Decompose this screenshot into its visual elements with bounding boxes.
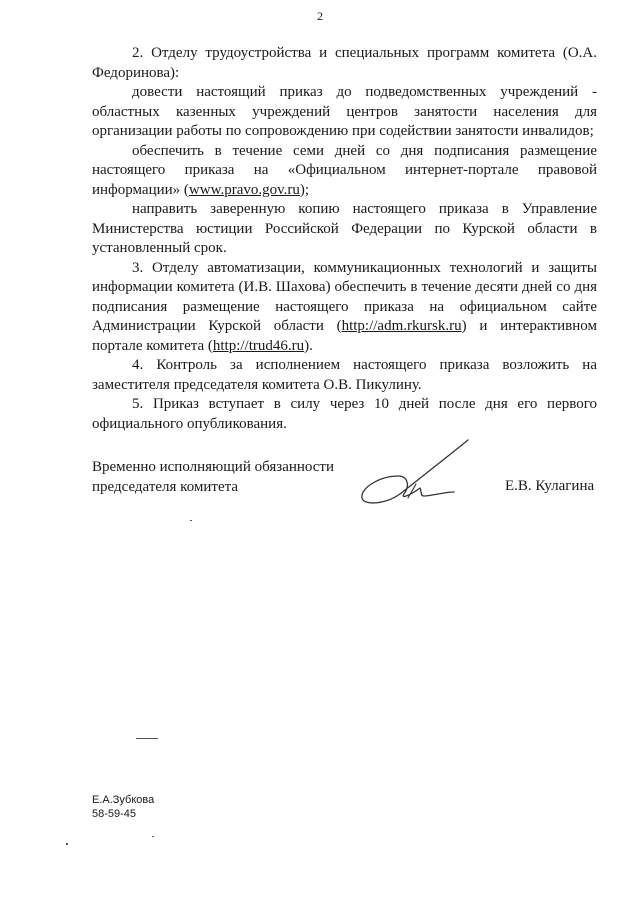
paragraph-2-heading: 2. Отделу трудоустройства и специальных программ комитета (О.А. Федоринова): xyxy=(92,45,597,81)
paragraph-2-item-c: направить заверенную копию настоящего приказа в Управление Министерства юстиции Российской Федерации по Курской области в установленный срок. xyxy=(92,201,597,256)
paragraph-2-item-b xyxy=(92,142,597,201)
scan-speck xyxy=(66,843,68,845)
paragraph-2-item-b-text: обеспечить в течение семи дней со дня подписания размещение настоящего приказа на «Официальном интернет-портале правовой информации» ( xyxy=(92,142,597,198)
scan-speck xyxy=(152,836,154,837)
pravo-link[interactable]: www.pravo.gov.ru xyxy=(188,181,300,198)
signatory-title-line-1: Временно исполняющий обязанности xyxy=(92,459,335,475)
adm-rkursk-link[interactable]: http://adm.rkursk.ru xyxy=(341,318,462,334)
paragraph-3 xyxy=(92,259,597,357)
executor-footer xyxy=(92,793,154,821)
paragraph-3-tail: ). xyxy=(304,337,313,354)
paragraph-5: 5. Приказ вступает в силу через 10 дней после дня его первого официального опубликования. xyxy=(92,396,597,432)
paragraph-3-mid: ) и интерактивном портале комитета ( xyxy=(92,318,597,354)
paragraph-3-text: 3. Отделу автоматизации, коммуникационных технологий и защиты информации комитета (И.В. Шахова) обеспечить в течение десяти дней со дня подписания размещение настоящего приказа на официальном сайте Администрации Курской области ( xyxy=(92,259,597,334)
signatory-title xyxy=(92,458,334,497)
scan-speck xyxy=(190,520,192,521)
executor-name: Е.А.Зубкова xyxy=(92,794,155,806)
paragraph-4: 4. Контроль за исполнением настоящего приказа возложить на заместителя председателя комитета О.В. Пикулину. xyxy=(92,357,597,393)
handwritten-signature xyxy=(350,436,480,516)
executor-phone: 58-59-45 xyxy=(92,808,137,820)
page-number: 2 xyxy=(317,9,323,23)
paragraph-2-item-a: довести настоящий приказ до подведомственных учреждений - областных казенных учреждений центров занятости населения для организации работы по сопровождению при содействии занятости инвалидов; xyxy=(92,84,597,139)
signatory-name: Е.В. Кулагина xyxy=(505,478,595,494)
trud46-link[interactable]: http://trud46.ru xyxy=(212,337,305,354)
scan-speck xyxy=(136,738,158,739)
order-body xyxy=(92,44,597,434)
paragraph-2-item-b-tail: ); xyxy=(299,181,310,198)
signatory-title-line-2: председателя комитета xyxy=(92,478,239,495)
